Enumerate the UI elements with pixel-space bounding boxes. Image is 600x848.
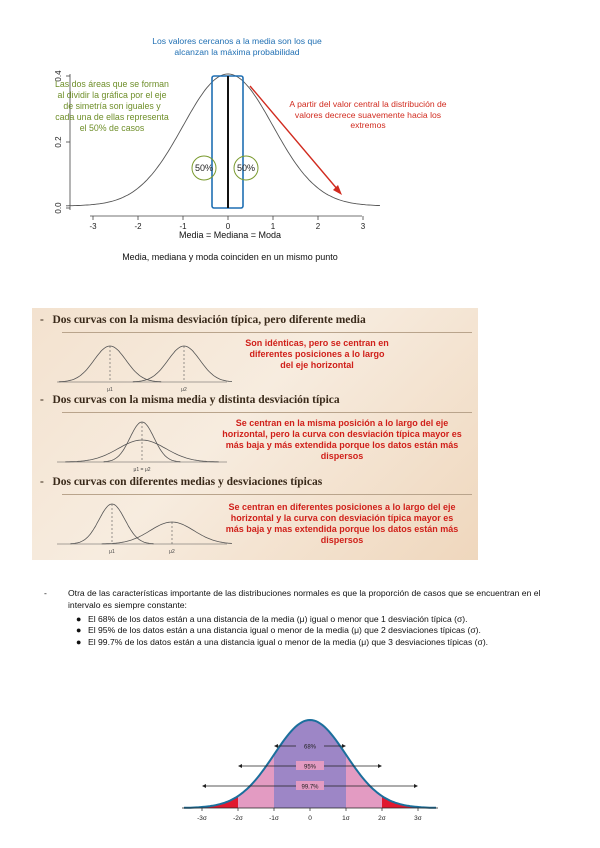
empirical-rule-figure [180,706,440,828]
y-tick-label: 0.4 [54,70,63,82]
same-mean-diagram [52,416,232,474]
arrow-head-icon [274,744,278,748]
svg-text:μ2: μ2 [169,549,175,555]
arrow-head-icon [202,784,206,788]
right-area-label: 50% [236,163,256,173]
equal-areas-note: Las dos áreas que se forman al dividir la gráfica por el eje de simetría son iguales y cada una de ellas representa el 50% de casos [55,79,169,133]
band-label: 99.7% [301,784,319,791]
x-tick-label: 2σ [378,815,386,822]
svg-text:μ1 = μ2: μ1 = μ2 [133,467,151,473]
decreasing-distribution-note: A partir del valor central la distribución de valores decrece suavemente hacia los extremos [289,99,447,130]
same-sd-diagram [52,336,232,394]
x-tick-label: -3σ [197,815,207,822]
svg-text:μ2: μ2 [181,387,187,393]
list-item: ● El 68% de los datos están a una distancia de la media (μ) igual o menor que 1 desviación típica (σ). [76,613,468,624]
x-tick-label: 3 [360,222,366,230]
left-area-label: 50% [194,163,214,173]
curve-comparison-slide [32,308,478,560]
svg-text:μ1: μ1 [109,549,115,555]
figure-caption: Media, mediana y moda coinciden en un mismo punto [122,252,338,262]
section-heading-3: - Dos curvas con diferentes medias y desviaciones típicas [40,476,323,488]
different-mean-sd-note: Se centran en diferentes posiciones a lo largo del eje horizontal y la curva con desviación típica mayor es más baja y mas extendida porque los datos están más dispersos [225,502,459,545]
properties-text: - Otra de las características importante de las distribuciones normales es que la proporción de casos que se encuentran en el intervalo es siempre constante: ● El 68% de los datos están a una distancia de la media (μ) igual o menor que 1 desviación típica (σ). ● El 95% de los datos están a una distancia igual o menor de la media (μ) que 2 desviaciones típicas (σ). ● El 99.7% de los datos están a una distancia igual o menor de la media (μ) que 3 desviaciones típicas (σ). [44,588,564,649]
percentage-list [74,614,564,649]
x-tick-label: -2σ [233,815,243,822]
arrow-head-icon [342,744,346,748]
y-tick-label: 0.2 [54,136,63,148]
x-tick-label: 0 [225,222,231,230]
x-tick-label: -1 [179,222,187,230]
x-tick-label: -2 [134,222,142,230]
svg-text:μ1: μ1 [107,387,113,393]
intro-paragraph: Otra de las características importante de las distribuciones normales es que la proporción de casos que se encuentran en el intervalo es siempre constante: [68,588,541,610]
section-heading-2: - Dos curvas con la misma media y distinta desviación típica [40,394,340,406]
band-label: 68% [303,744,317,751]
arrow-head-icon [378,764,382,768]
x-tick-label: 2 [315,222,321,230]
section-heading-1: - Dos curvas con la misma desviación típica, pero diferente media [40,314,366,326]
max-probability-note: Los valores cercanos a la media son los que alcanzan la máxima probabilidad [152,36,322,57]
x-axis-label: Media = Mediana = Moda [178,230,282,240]
arrow-head-icon [414,784,418,788]
x-tick-label: 1 [270,222,276,230]
x-tick-label: 3σ [414,815,422,822]
arrow-head-icon [238,764,242,768]
band-label: 95% [303,764,317,771]
list-item: ● El 99.7% de los datos están a una distancia igual o menor de la media (μ) que 3 desviaciones típicas (σ). [76,637,489,648]
x-tick-label: -3 [89,222,97,230]
same-sd-note: Son idénticas, pero se centran en diferentes posiciones a lo largo del eje horizontal [245,338,389,370]
x-tick-label: 1σ [342,815,350,822]
x-tick-label: 0 [308,815,312,822]
list-item: ● El 95% de los datos están a una distancia igual o menor de la media (μ) que 2 desviaciones típicas (σ). [76,625,481,636]
y-tick-label: 0.0 [54,202,63,214]
different-mean-sd-diagram [52,498,232,556]
x-tick-label: -1σ [269,815,279,822]
same-mean-note: Se centran en la misma posición a lo largo del eje horizontal, pero la curva con desviación típica mayor es más baja y más extendida porque los datos están más dispersos [222,418,462,461]
